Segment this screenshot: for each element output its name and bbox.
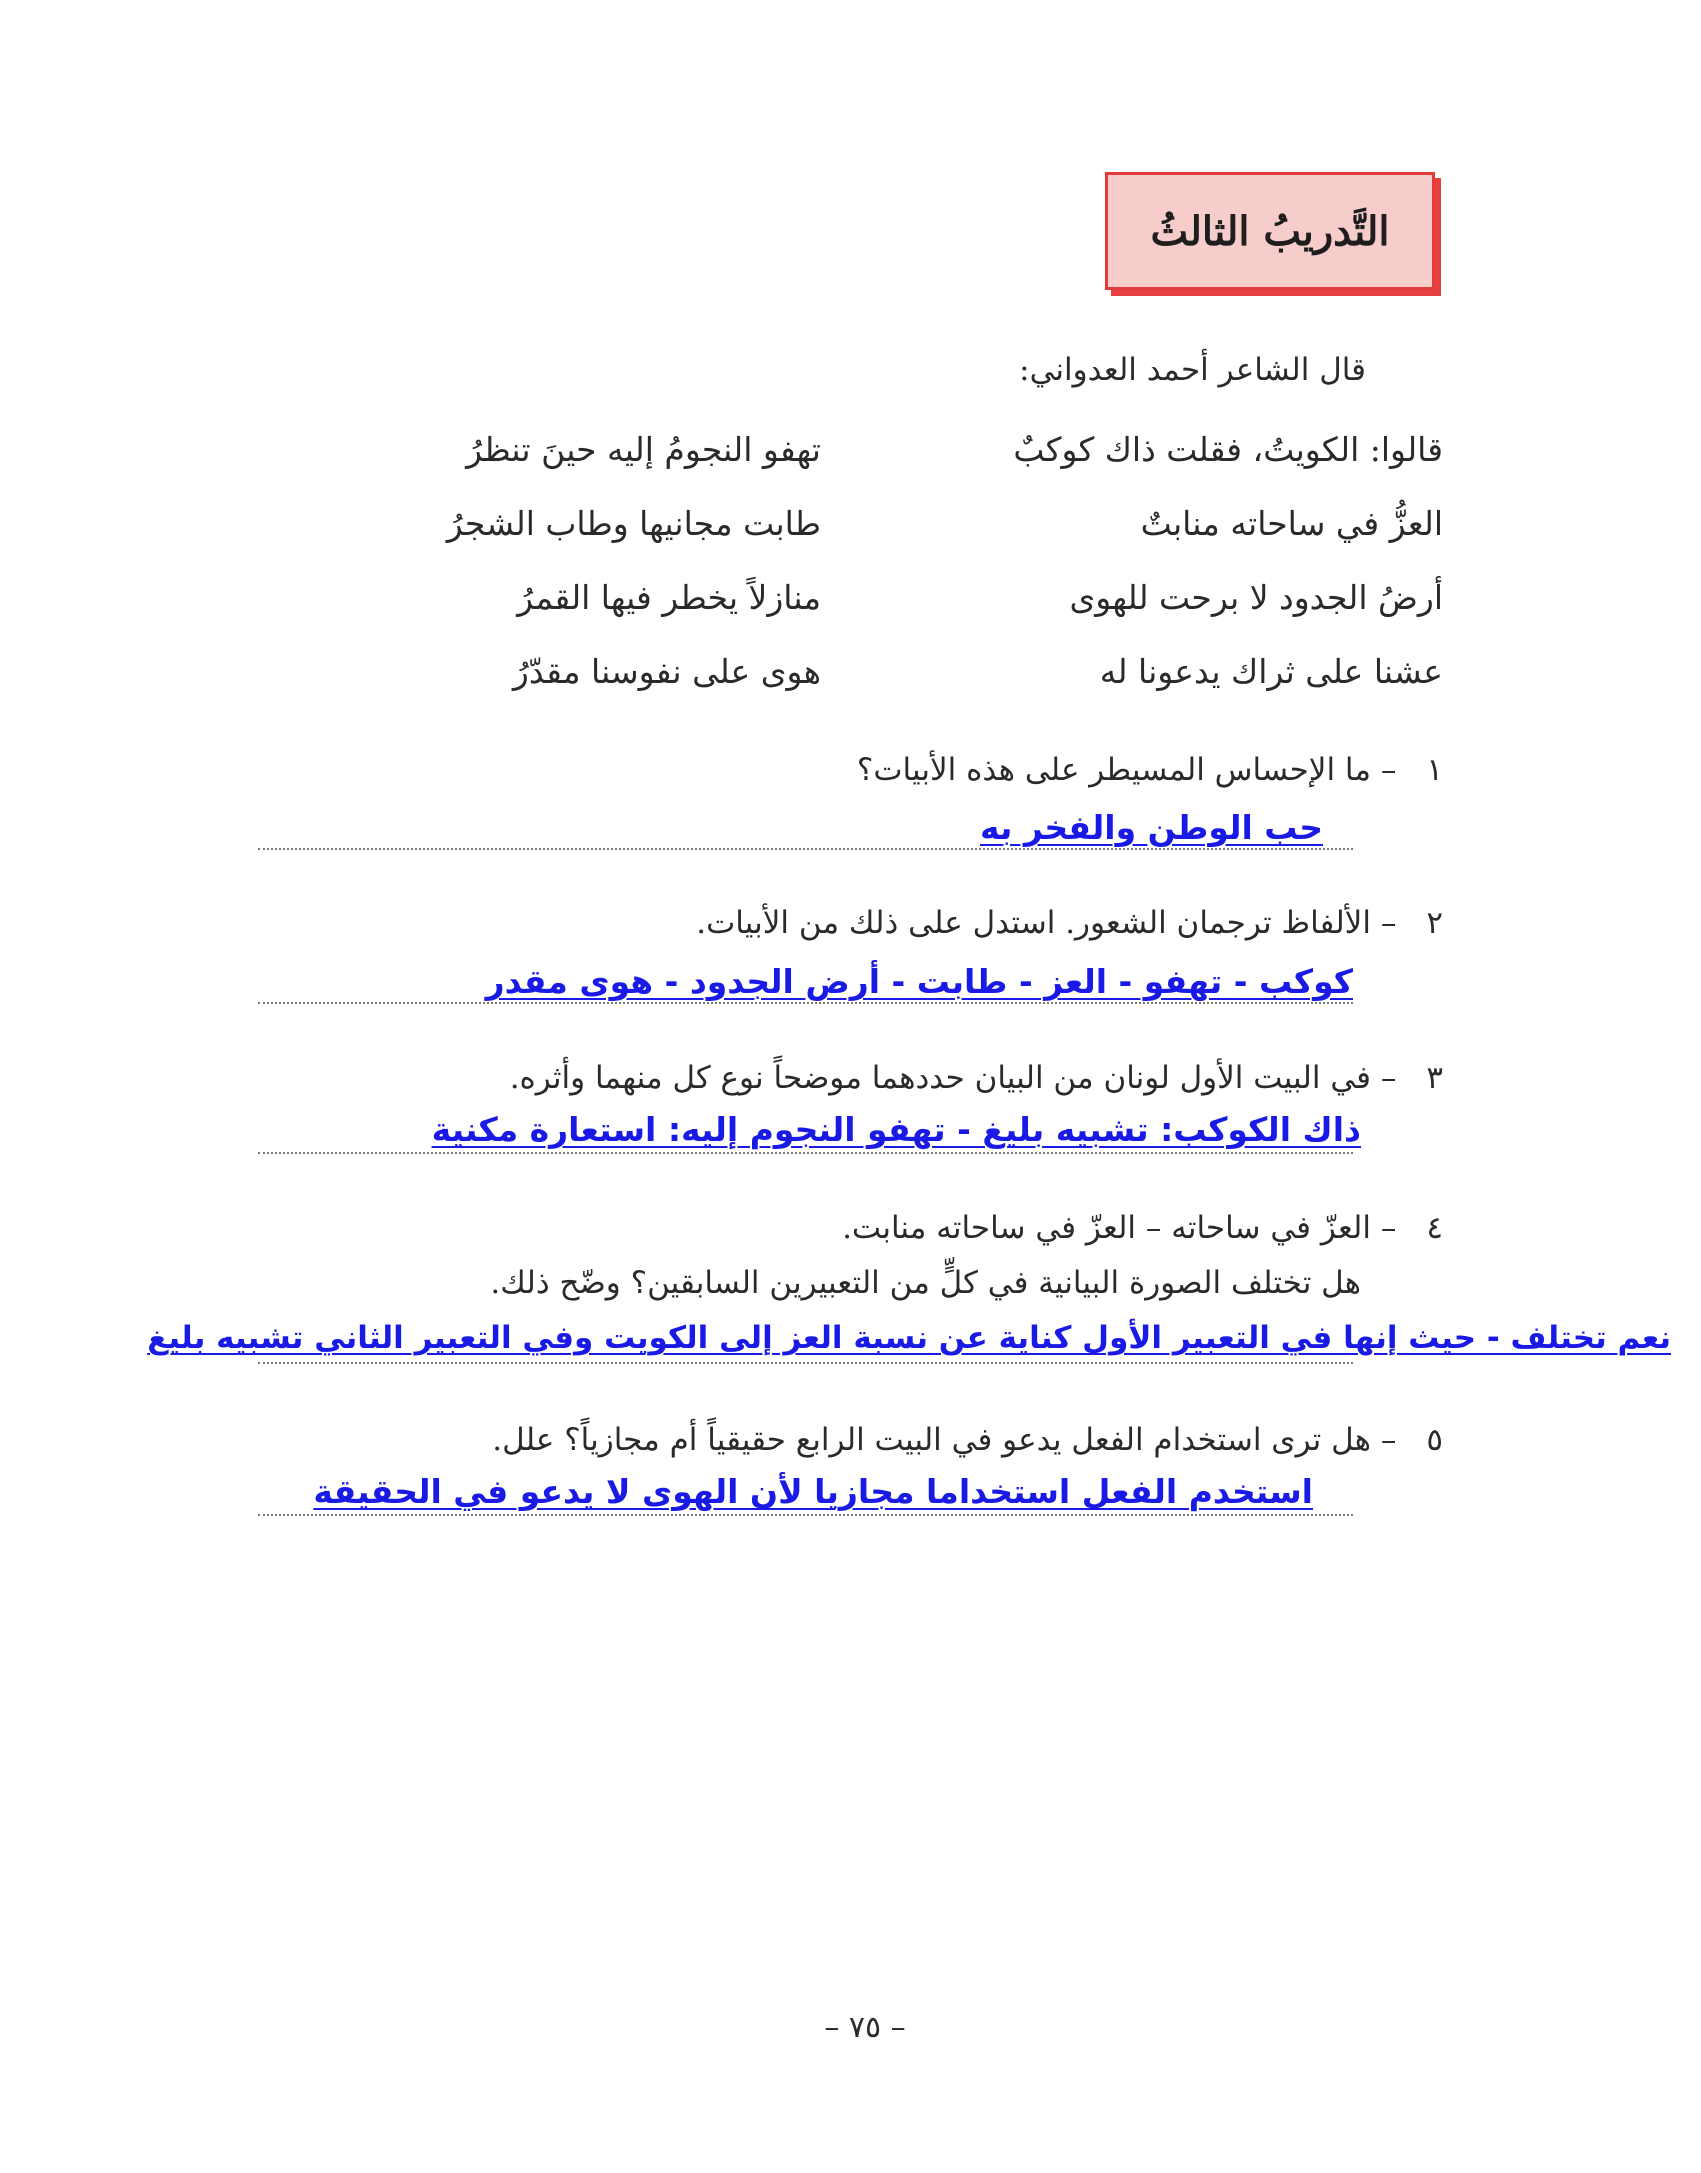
verse-3-second-half: منازلاً يخطر فيها القمرُ [517, 578, 821, 617]
page-number: – ٧٥ – [824, 2010, 906, 2045]
answer-4: نعم تختلف - حيث إنها في التعبير الأول كناية عن نسبة العز إلى الكويت وفي التعبير الثاني تشبيه بليغ [147, 1320, 1671, 1356]
exercise-title: التَّدريبُ الثالثُ [1150, 207, 1390, 255]
question-4 [842, 1210, 1443, 1246]
question-5 [492, 1422, 1443, 1458]
answer-1: حب الوطن والفخر به [979, 808, 1323, 847]
poem-intro: قال الشاعر أحمد العدواني: [1019, 352, 1366, 388]
verse-3-first-half: أرضُ الجدود لا برحت للهوى [1069, 578, 1443, 617]
question-1-text: ما الإحساس المسيطر على هذه الأبيات؟ [856, 752, 1371, 788]
answer-2-line [258, 1002, 1353, 1004]
question-dash: – [1370, 905, 1397, 941]
question-2 [696, 905, 1443, 941]
answer-4-line [258, 1362, 1353, 1364]
answer-5: استخدم الفعل استخداما مجازيا لأن الهوى لا يدعو في الحقيقة [313, 1472, 1313, 1511]
answer-2: كوكب - تهفو - العز - طابت - أرض الجدود - هوى مقدر [485, 962, 1353, 1001]
question-2-text: الألفاظ ترجمان الشعور. استدل على ذلك من الأبيات. [696, 905, 1371, 941]
answer-3: ذاك الكوكب: تشبيه بليغ - تهفو النجوم إليه: استعارة مكنية [431, 1110, 1361, 1149]
question-5-number: ٥ [1426, 1422, 1443, 1458]
question-3-number: ٣ [1426, 1060, 1443, 1096]
question-1-number: ١ [1426, 752, 1443, 788]
exercise-title-box [1105, 172, 1435, 290]
question-dash: – [1370, 752, 1397, 788]
verse-2-first-half: العزُّ في ساحاته منابتٌ [1140, 504, 1443, 543]
question-4-number: ٤ [1426, 1210, 1443, 1246]
question-3 [510, 1060, 1443, 1096]
question-5-text: هل ترى استخدام الفعل يدعو في البيت الرابع حقيقياً أم مجازياً؟ علل. [492, 1422, 1371, 1458]
question-3-text: في البيت الأول لونان من البيان حددهما موضحاً نوع كل منهما وأثره. [509, 1060, 1371, 1096]
question-dash: – [1370, 1422, 1397, 1458]
question-2-number: ٢ [1426, 905, 1443, 941]
question-4-text: العزّ في ساحاته – العزّ في ساحاته منابت. [842, 1210, 1371, 1246]
verse-4-first-half: عشنا على ثراك يدعونا له [1099, 652, 1443, 691]
verse-1-first-half: قالوا: الكويتُ، فقلت ذاك كوكبٌ [1013, 430, 1443, 469]
answer-3-line [258, 1152, 1353, 1154]
verse-2-second-half: طابت مجانيها وطاب الشجرُ [446, 504, 821, 543]
answer-5-line [258, 1514, 1353, 1516]
question-dash: – [1370, 1210, 1397, 1246]
question-dash: – [1370, 1060, 1397, 1096]
question-4-text-line-2: هل تختلف الصورة البيانية في كلٍّ من التعبيرين السابقين؟ وضّح ذلك. [490, 1265, 1361, 1301]
verse-4-second-half: هوى على نفوسنا مقدّرُ [512, 652, 821, 691]
verse-1-second-half: تهفو النجومُ إليه حينَ تنظرُ [466, 430, 821, 469]
answer-1-line [258, 848, 1353, 850]
question-1 [857, 752, 1443, 788]
